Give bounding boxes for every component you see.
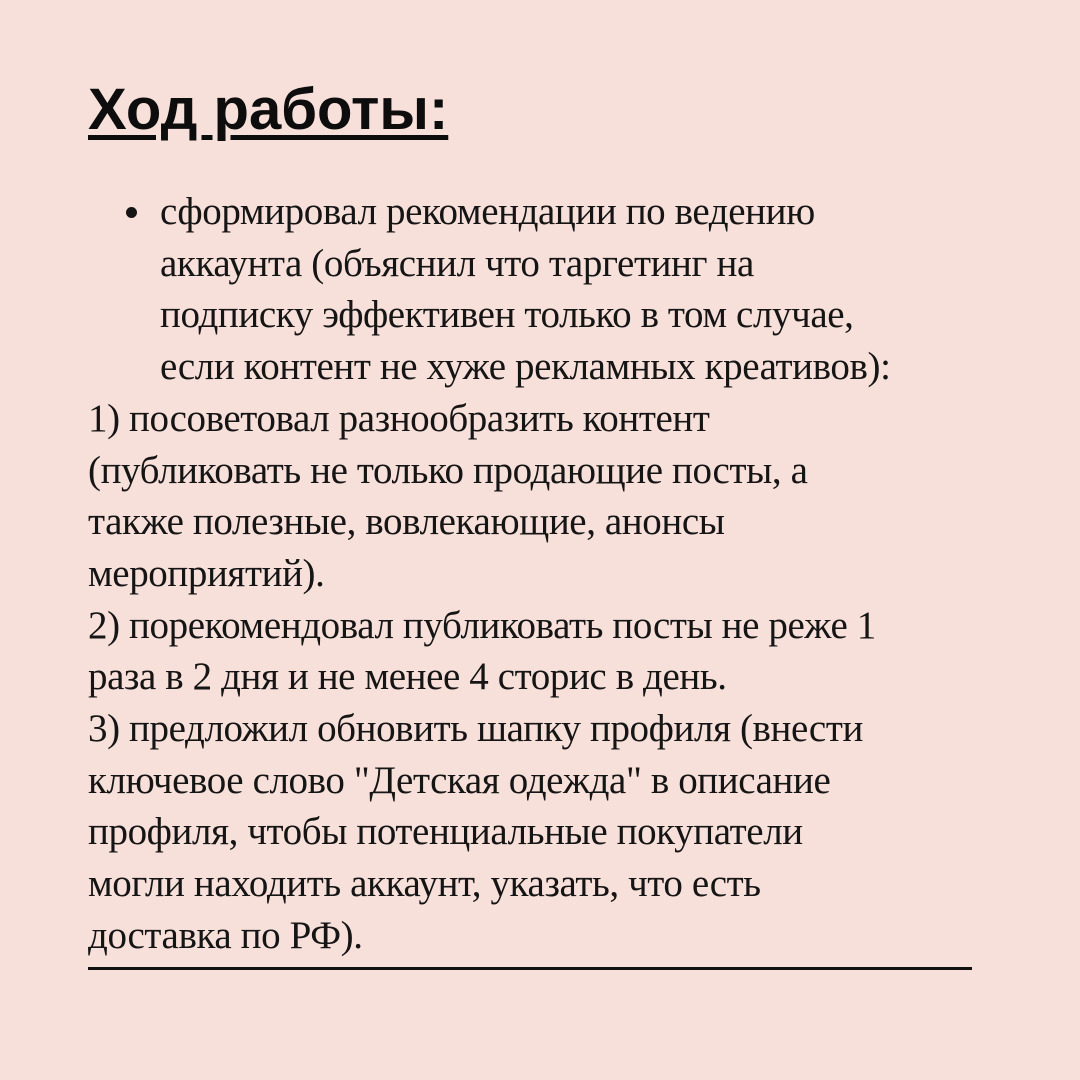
text-line-6: раза в 2 дня и не менее 4 сторис в день. — [88, 655, 727, 699]
text-line-2: (публиковать не только продающие посты, а — [88, 448, 808, 492]
bullet-line-3: подписку эффективен только в том случае, — [160, 293, 854, 337]
bullet-dot-icon — [126, 207, 137, 218]
text-line-4: мероприятий). — [88, 551, 325, 595]
recommendations-text — [88, 393, 988, 962]
text-line-9: профиля, чтобы потенциальные покупатели — [88, 810, 803, 854]
text-line-7: 3) предложил обновить шапку профиля (внести — [88, 707, 863, 751]
text-line-11: доставка по РФ). — [88, 913, 363, 957]
text-line-8: ключевое слово "Детская одежда" в описание — [88, 758, 831, 802]
bullet-item — [88, 186, 980, 393]
text-line-3: также полезные, вовлекающие, анонсы — [88, 500, 725, 544]
bullet-line-2: аккаунта (объяснил что таргетинг на — [160, 241, 754, 285]
bottom-divider — [88, 967, 972, 970]
page-title: Ход работы: — [88, 77, 449, 142]
work-description — [88, 186, 988, 962]
text-line-10: могли находить аккаунт, указать, что есть — [88, 862, 761, 906]
text-line-1: 1) посоветовал разнообразить контент — [88, 396, 710, 440]
bullet-line-1: сформировал рекомендации по ведению — [160, 190, 815, 233]
text-line-5: 2) порекомендовал публиковать посты не реже 1 — [88, 603, 876, 647]
bullet-line-4: если контент не хуже рекламных креативов): — [160, 345, 891, 389]
bullet-list — [88, 186, 988, 393]
